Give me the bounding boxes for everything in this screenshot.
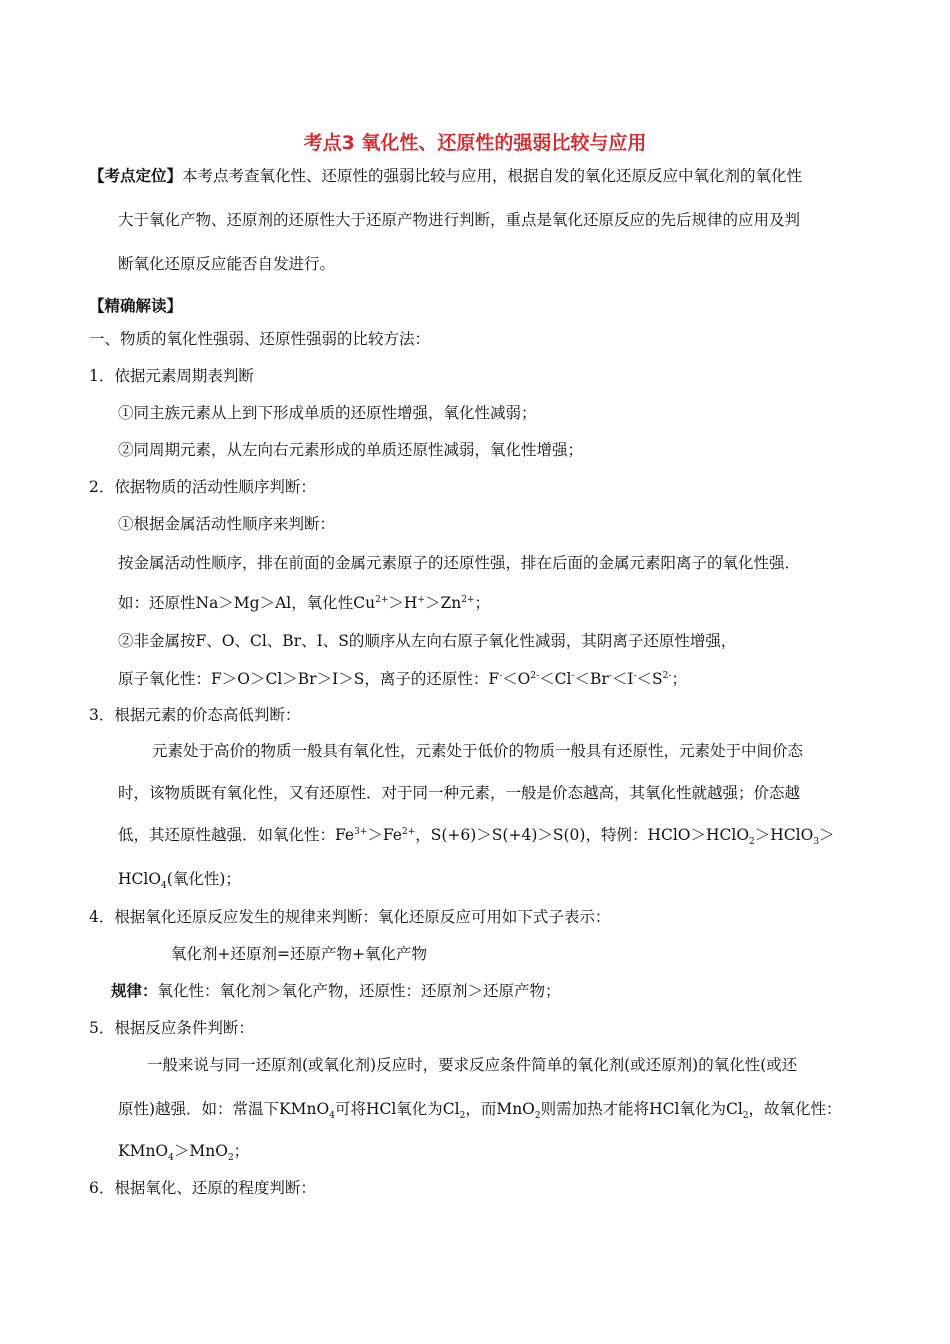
text-run: ＜S <box>636 670 663 688</box>
superscript: 2+ <box>375 594 389 605</box>
superscript: 2+ <box>401 826 416 837</box>
intro-line-2: 大于氧化产物、还原剂的还原性大于还原产物进行判断，重点是氧化还原反应的先后规律的应用及判 <box>118 211 801 229</box>
text-run: 如：还原性Na＞Mg＞Al，氧化性Cu <box>118 594 376 612</box>
superscript: - <box>499 670 503 681</box>
text-run: ＞ <box>819 826 835 844</box>
superscript: - <box>633 670 637 681</box>
text-run: ＜O <box>502 670 531 688</box>
item-4-head: 4．根据氧化还原反应发生的规律来判断：氧化还原反应可用如下式子表示： <box>89 908 611 926</box>
text-run: 原性)越强．如：常温下KMnO <box>118 1100 330 1118</box>
text-run: ＞Zn <box>424 594 462 612</box>
text-run: 低，其还原性越强．如氧化性：Fe <box>118 826 355 844</box>
text-run: 则需加热才能将HCl氧化为Cl <box>540 1100 743 1118</box>
item-5-line-1: 一般来说与同一还原剂(或氧化剂)反应时，要求反应条件简单的氧化剂(或还原剂)的氧化性(或还 <box>147 1056 798 1074</box>
subscript: 4 <box>329 1111 335 1122</box>
intro-line-1 <box>89 166 802 186</box>
superscript: - <box>608 670 612 681</box>
text-run: 原子氧化性：F＞O＞Cl＞Br＞I＞S，离子的还原性：F <box>118 670 500 688</box>
item-3-line-1: 元素处于高价的物质一般具有氧化性，元素处于低价的物质一般具有还原性，元素处于中间价态 <box>152 742 804 760</box>
subscript: 3 <box>813 837 820 848</box>
superscript: 2- <box>530 670 540 681</box>
intro-text-1: 本考点考查氧化性、还原性的强弱比较与应用，根据自发的氧化还原反应中氧化剂的氧化性 <box>182 167 803 185</box>
item-2-head: 2．依据物质的活动性顺序判断： <box>89 478 316 496</box>
subscript: 4 <box>161 881 167 892</box>
text-run: ＞Fe <box>367 826 402 844</box>
intro-line-3: 断氧化还原反应能否自发进行。 <box>118 255 336 273</box>
text-run: ，而MnO <box>465 1100 535 1118</box>
item-2-a: ①根据金属活动性顺序来判断： <box>118 515 336 533</box>
item-1-b: ②同周期元素，从左向右元素形成的单质还原性减弱，氧化性增强； <box>118 441 584 459</box>
text-run: ，故氧化性： <box>748 1100 842 1118</box>
item-3-line-4 <box>118 869 241 892</box>
item-2-c <box>118 593 490 613</box>
text-run: ； <box>233 1142 250 1160</box>
subscript: 2 <box>742 1111 749 1122</box>
rule-label: 规律： <box>111 982 158 1000</box>
text-run: KMnO <box>118 1142 169 1160</box>
text-run: ； <box>474 594 491 612</box>
subscript: 4 <box>168 1153 174 1164</box>
item-2-d: ②非金属按F、O、Cl、Br、I、S的顺序从左向右原子氧化性减弱，其阴离子还原性增强， <box>118 632 737 650</box>
item-2-b: 按金属活动性顺序，排在前面的金属元素原子的还原性强，排在后面的金属元素阳离子的氧化性强． <box>118 554 801 572</box>
text-run: ＜Br <box>574 670 609 688</box>
text-run: ＞MnO <box>173 1142 228 1160</box>
section-label: 【精确解读】 <box>89 297 183 315</box>
rule-text: 氧化性：氧化剂＞氧化产物，还原性：还原剂＞还原产物； <box>157 982 561 1000</box>
item-4-formula: 氧化剂+还原剂=还原产物+氧化产物 <box>171 945 427 963</box>
item-5-line-2 <box>118 1099 842 1122</box>
item-2-e <box>118 669 687 689</box>
text-run: ＞H <box>388 594 418 612</box>
superscript: + <box>417 594 425 605</box>
superscript: - <box>571 670 575 681</box>
item-6-head: 6．根据氧化、还原的程度判断： <box>89 1179 316 1197</box>
subscript: 2 <box>534 1111 541 1122</box>
item-1-a: ①同主族元素从上到下形成单质的还原性增强，氧化性减弱； <box>118 404 537 422</box>
subscript: 2 <box>227 1153 234 1164</box>
item-4-rule <box>111 981 561 1001</box>
superscript: 2+ <box>461 594 475 605</box>
item-1-head: 1．依据元素周期表判断 <box>89 367 254 385</box>
text-run: (氧化性)； <box>166 870 241 888</box>
subscript: 2 <box>459 1111 466 1122</box>
item-5-head: 5．根据反应条件判断： <box>89 1019 254 1037</box>
page-title: 考点3 氧化性、还原性的强弱比较与应用 <box>303 132 647 154</box>
item-3-line-2: 时，该物质既有氧化性，又有还原性．对于同一种元素，一般是价态越高，其氧化性就越强；价态越 <box>118 784 801 802</box>
text-run: ＜Cl <box>539 670 572 688</box>
superscript: 2- <box>662 670 672 681</box>
item-5-line-3 <box>118 1141 250 1164</box>
subscript: 2 <box>749 837 755 848</box>
text-run: ，S(+6)＞S(+4)＞S(0)，特例：HClO＞HClO <box>415 826 750 844</box>
text-run: ＞HClO <box>754 826 814 844</box>
heading-1: 一、物质的氧化性强弱、还原性强弱的比较方法： <box>89 330 431 348</box>
item-3-line-3 <box>118 825 835 848</box>
text-run: HClO <box>118 870 162 888</box>
text-run: ； <box>671 670 687 688</box>
intro-label: 【考点定位】 <box>89 167 183 185</box>
superscript: 3+ <box>354 826 368 837</box>
text-run: ＜I <box>611 670 634 688</box>
text-run: 可将HCl氧化为Cl <box>334 1100 460 1118</box>
item-3-head: 3．根据元素的价态高低判断： <box>89 706 301 724</box>
